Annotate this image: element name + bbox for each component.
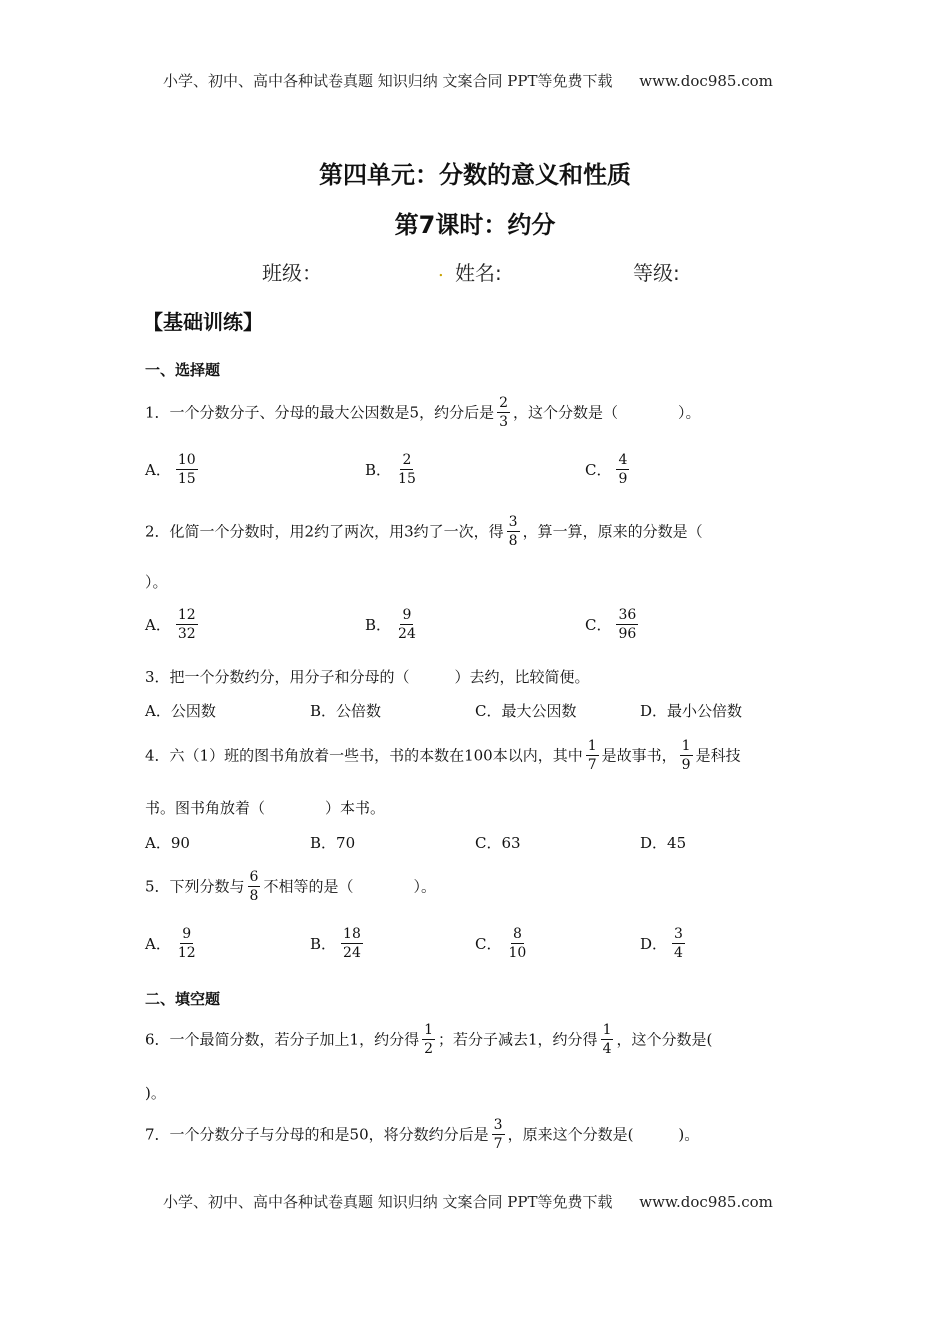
q5-opt-b-num: 18 bbox=[343, 926, 361, 942]
q6-frac2-den: 4 bbox=[602, 1041, 612, 1057]
q5-option-a bbox=[145, 926, 201, 961]
question-3: 3．把一个分数约分，用分子和分母的（ ）去约，比较简便。 bbox=[145, 668, 590, 686]
q3-option-a: A．公因数 bbox=[145, 702, 216, 720]
q5-option-a-letter: A． bbox=[145, 934, 171, 953]
info-dot: . bbox=[438, 260, 444, 281]
q6-text-pre: 6．一个最简分数，若分子加上1，约分得 bbox=[145, 1030, 420, 1049]
q2-opt-b-num: 9 bbox=[402, 607, 412, 623]
q2-opt-c-den: 96 bbox=[618, 626, 637, 642]
q5-opt-d-den: 4 bbox=[674, 945, 683, 961]
page-subtitle: 第7课时：约分 bbox=[394, 211, 556, 239]
page-header bbox=[163, 70, 773, 91]
q4-text-pre: 4．六（1）班的图书角放着一些书，书的本数在100本以内，其中 bbox=[145, 746, 583, 765]
q2-option-a-letter: A． bbox=[145, 615, 171, 634]
q5-option-d-letter: D． bbox=[640, 934, 668, 953]
q2-opt-a-num: 12 bbox=[177, 607, 196, 623]
q5-opt-a-num: 9 bbox=[182, 926, 192, 942]
q2-opt-c-num: 36 bbox=[618, 607, 637, 623]
class-label: 班级： bbox=[262, 261, 322, 285]
q2-opt-b-den: 24 bbox=[398, 626, 416, 642]
question-2 bbox=[145, 514, 703, 549]
q1-opt-b-num: 2 bbox=[402, 452, 412, 468]
q1-opt-a-den: 15 bbox=[177, 471, 196, 487]
q5-opt-a-den: 12 bbox=[177, 945, 196, 961]
q6-fraction-2 bbox=[601, 1022, 614, 1057]
page-title: 第四单元：分数的意义和性质 bbox=[319, 161, 631, 189]
q1-frac-den: 3 bbox=[499, 414, 509, 430]
q2-frac-den: 8 bbox=[508, 533, 518, 549]
q3-option-b: B．公倍数 bbox=[310, 702, 382, 720]
q5-frac-num: 6 bbox=[249, 869, 259, 885]
q4-frac2-den: 9 bbox=[681, 757, 691, 773]
q4-fraction-2 bbox=[680, 738, 693, 773]
q5-fraction bbox=[248, 869, 261, 904]
q1-option-a-letter: A． bbox=[145, 460, 171, 479]
q2-fraction bbox=[507, 514, 520, 549]
q5-option-c-fraction bbox=[506, 926, 528, 961]
q1-fraction bbox=[497, 395, 510, 430]
part1-heading: 一、选择题 bbox=[145, 361, 221, 379]
q3-option-d: D．最小公倍数 bbox=[640, 702, 743, 720]
part2-heading: 二、填空题 bbox=[145, 990, 221, 1008]
q2-option-c-letter: C． bbox=[585, 615, 612, 634]
footer-url: www.doc985.com bbox=[639, 1193, 773, 1211]
name-label: 姓名: bbox=[455, 261, 502, 285]
q2-text-pre: 2．化简一个分数时，用2约了两次，用3约了一次，得 bbox=[145, 522, 504, 541]
q5-frac-den: 8 bbox=[249, 888, 259, 904]
q5-option-c bbox=[475, 926, 531, 961]
q1-option-c-letter: C． bbox=[585, 460, 612, 479]
q5-option-b bbox=[310, 926, 366, 961]
question-4 bbox=[145, 738, 741, 773]
q1-option-b-fraction bbox=[396, 452, 418, 487]
q2-option-b-fraction bbox=[396, 607, 418, 642]
q5-opt-c-num: 8 bbox=[512, 926, 522, 942]
q5-opt-c-den: 10 bbox=[508, 945, 527, 961]
q5-text-post: 不相等的是（ ）。 bbox=[263, 877, 436, 896]
q5-opt-b-den: 24 bbox=[343, 945, 361, 961]
q4-frac1-num: 1 bbox=[587, 738, 597, 754]
q7-text-post: ，原来这个分数是( )。 bbox=[507, 1125, 700, 1144]
question-5 bbox=[145, 869, 436, 904]
header-url: www.doc985.com bbox=[639, 72, 773, 90]
q5-option-a-fraction bbox=[176, 926, 198, 961]
q6-frac2-num: 1 bbox=[602, 1022, 612, 1038]
footer-text: 小学、初中、高中各种试卷真题 知识归纳 文案合同 PPT等免费下载 bbox=[163, 1193, 613, 1211]
q3-option-c: C．最大公因数 bbox=[475, 702, 577, 720]
q7-text-pre: 7．一个分数分子与分母的和是50，将分数约分后是 bbox=[145, 1125, 489, 1144]
q5-option-d-fraction bbox=[672, 926, 685, 961]
q1-opt-c-num: 4 bbox=[618, 452, 628, 468]
question-6 bbox=[145, 1022, 712, 1057]
q4-text-cont: 书。图书角放着（ ）本书。 bbox=[145, 799, 386, 817]
q1-option-a-fraction bbox=[176, 452, 198, 487]
q6-text-post: ，这个分数是( bbox=[616, 1030, 713, 1049]
section-heading: 【基础训练】 bbox=[143, 310, 263, 334]
q5-option-c-letter: C． bbox=[475, 934, 502, 953]
q1-opt-a-num: 10 bbox=[177, 452, 196, 468]
q5-option-d bbox=[640, 926, 688, 961]
page-footer bbox=[163, 1191, 773, 1212]
q1-option-b bbox=[365, 452, 421, 487]
q5-text-pre: 5．下列分数与 bbox=[145, 877, 245, 896]
q1-option-a bbox=[145, 452, 201, 487]
q6-text-mid: ；若分子减去1，约分得 bbox=[438, 1030, 598, 1049]
q1-opt-c-den: 9 bbox=[618, 471, 628, 487]
q4-fraction-1 bbox=[586, 738, 599, 773]
question-1 bbox=[145, 395, 701, 430]
header-text: 小学、初中、高中各种试卷真题 知识归纳 文案合同 PPT等免费下载 bbox=[163, 72, 613, 90]
q1-option-b-letter: B． bbox=[365, 460, 392, 479]
q2-option-b bbox=[365, 607, 421, 642]
q6-fraction-1 bbox=[422, 1022, 435, 1057]
q4-option-a: A．90 bbox=[145, 834, 190, 852]
q4-option-d: D．45 bbox=[640, 834, 687, 852]
q6-text-cont: )。 bbox=[145, 1084, 166, 1102]
q1-text-post: ，这个分数是（ ）。 bbox=[513, 403, 701, 422]
q5-option-b-letter: B． bbox=[310, 934, 337, 953]
q1-frac-num: 2 bbox=[499, 395, 509, 411]
q2-option-a bbox=[145, 607, 201, 642]
q2-option-c-fraction bbox=[616, 607, 638, 642]
q4-option-c: C．63 bbox=[475, 834, 521, 852]
q2-frac-num: 3 bbox=[508, 514, 518, 530]
q2-option-a-fraction bbox=[176, 607, 198, 642]
q2-option-c bbox=[585, 607, 641, 642]
q2-text-post: ，算一算，原来的分数是（ bbox=[522, 522, 703, 541]
q4-frac2-num: 1 bbox=[681, 738, 691, 754]
q1-text-pre: 1．一个分数分子、分母的最大公因数是5，约分后是 bbox=[145, 403, 495, 422]
q5-opt-d-num: 3 bbox=[674, 926, 683, 942]
q7-frac-num: 3 bbox=[493, 1117, 503, 1133]
question-7 bbox=[145, 1117, 699, 1152]
q4-text-mid: 是故事书， bbox=[601, 746, 677, 765]
q7-fraction bbox=[492, 1117, 505, 1152]
q4-option-b: B．70 bbox=[310, 834, 356, 852]
grade-label: 等级: bbox=[633, 261, 680, 285]
q4-text-post: 是科技 bbox=[695, 746, 741, 765]
q2-text-cont: ）。 bbox=[145, 573, 168, 591]
q1-option-c-fraction bbox=[616, 452, 629, 487]
q1-option-c bbox=[585, 452, 632, 487]
q6-frac1-den: 2 bbox=[424, 1041, 434, 1057]
q5-option-b-fraction bbox=[341, 926, 363, 961]
q1-opt-b-den: 15 bbox=[398, 471, 416, 487]
q4-frac1-den: 7 bbox=[587, 757, 597, 773]
q6-frac1-num: 1 bbox=[424, 1022, 434, 1038]
q2-opt-a-den: 32 bbox=[177, 626, 196, 642]
q2-option-b-letter: B． bbox=[365, 615, 392, 634]
q7-frac-den: 7 bbox=[493, 1136, 503, 1152]
